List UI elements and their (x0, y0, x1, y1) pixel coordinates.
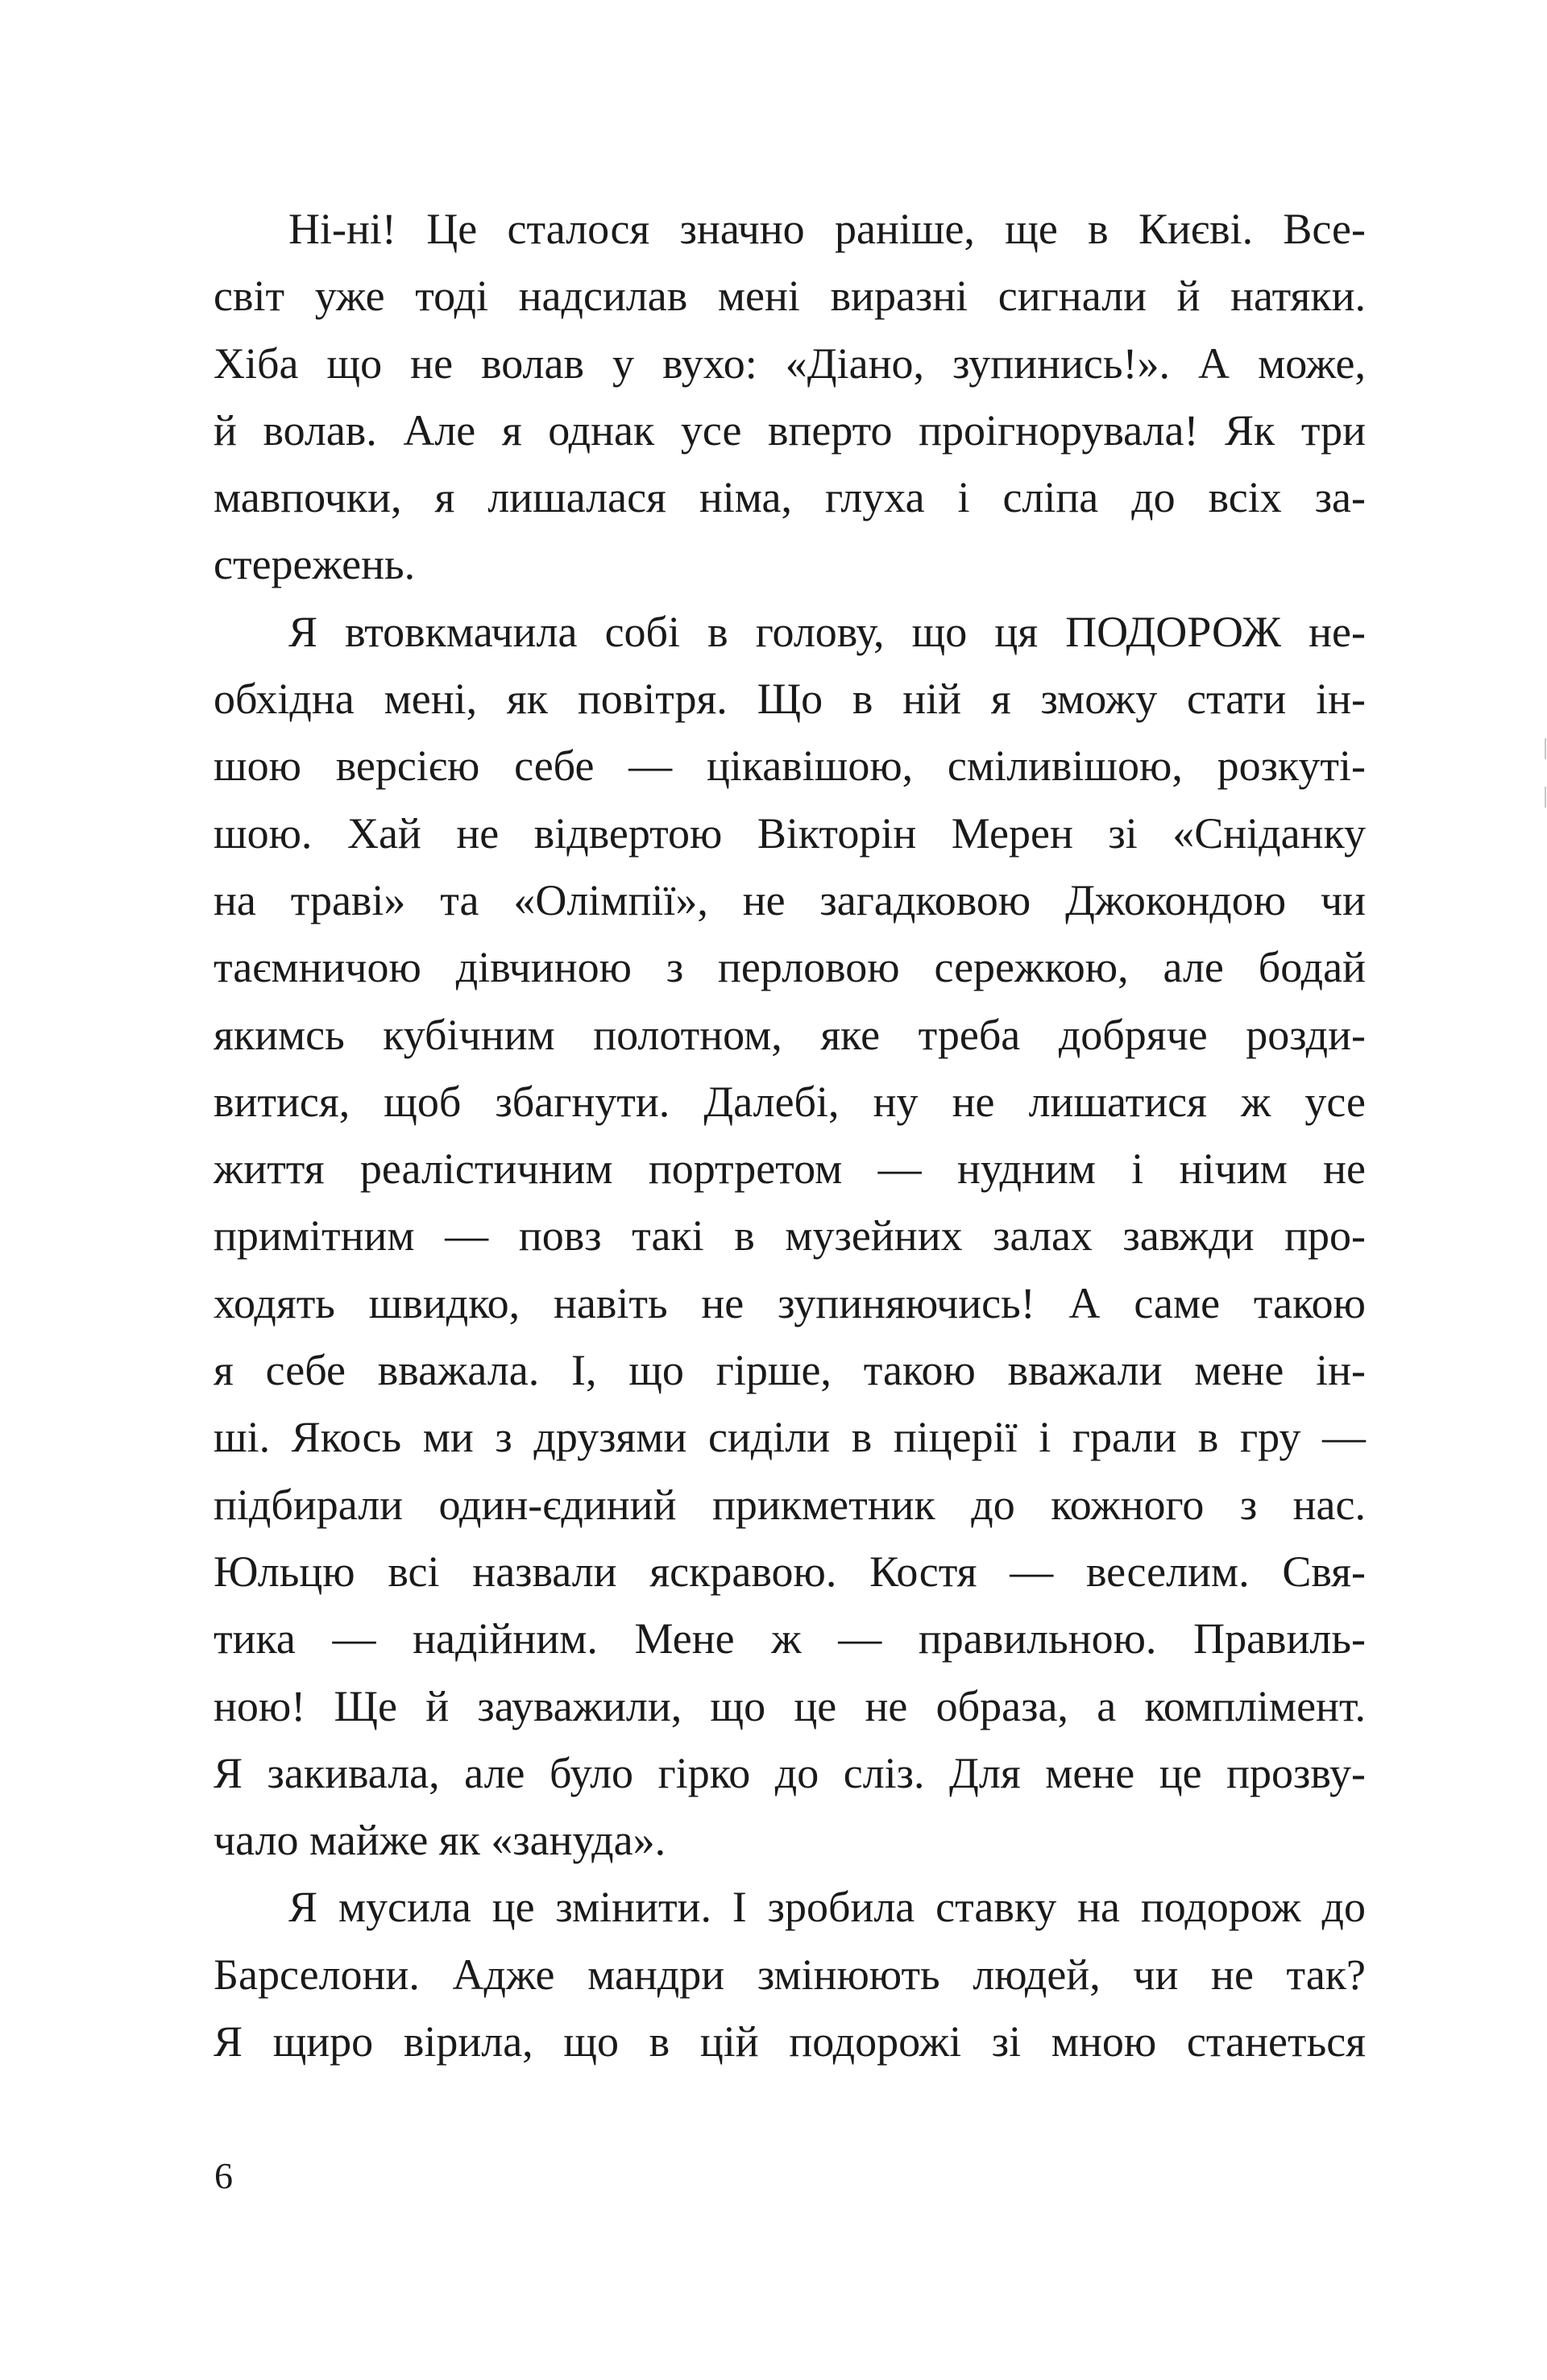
text-line: мавпочки, я лишалася німа, глуха і сліпа до всіх за- (214, 473, 1366, 522)
text-line: життя реалістичним портретом — нудним і нічим не (214, 1144, 1366, 1194)
text-line: чало майже як «зануда». (214, 1816, 666, 1865)
text-line: Я закивала, але було гірко до сліз. Для мене це прозву- (214, 1748, 1366, 1797)
paragraph-1 (214, 196, 1366, 599)
text-line: шою версією себе — цікавішою, сміливішою, розкуті- (214, 741, 1366, 791)
paragraph-3 (214, 1874, 1366, 2075)
text-line: стережень. (214, 540, 416, 589)
text-line: Юльцю всі назвали яскравою. Костя — веселим. Свя- (214, 1547, 1366, 1596)
text-line: я себе вважала. І, що гірше, такою вважали мене ін- (214, 1346, 1366, 1395)
body-text (214, 196, 1366, 2075)
page-number: 6 (214, 2155, 233, 2196)
text-line: на траві» та «Олімпії», не загадковою Джокондою чи (214, 875, 1366, 924)
text-line: Ні-ні! Це сталося значно раніше, ще в Києві. Все- (288, 205, 1366, 253)
text-line: ною! Ще й зауважили, що це не образа, а комплімент. (214, 1681, 1366, 1730)
text-line: примітним — повз такі в музейних залах завжди про- (214, 1211, 1366, 1261)
text-line: Я мусила це змінити. І зробила ставку на подорож до (288, 1883, 1366, 1932)
text-line: підбирали один-єдиний прикметник до кожного з нас. (214, 1480, 1366, 1529)
scan-artifact-mark (1545, 738, 1546, 759)
text-line: тика — надійним. Мене ж — правильною. Правиль- (214, 1614, 1366, 1664)
text-line: таємничою дівчиною з перловою сережкою, але бодай (214, 943, 1366, 992)
paragraph-2 (214, 599, 1366, 1875)
text-line: витися, щоб збагнути. Далебі, ну не лишатися ж усе (214, 1077, 1366, 1126)
text-line: світ уже тоді надсилав мені виразні сигнали й натяки. (214, 272, 1366, 321)
scan-artifact-mark (1545, 787, 1546, 808)
text-line: якимсь кубічним полотном, яке треба добряче розди- (214, 1010, 1366, 1059)
text-line: Я щиро вірила, що в цій подорожі зі мною станеться (214, 2017, 1366, 2066)
text-line: Барселони. Адже мандри змінюють людей, чи не так? (214, 1950, 1366, 1999)
text-line: шою. Хай не відвертою Вікторін Мерен зі «Сніданку (214, 808, 1366, 858)
text-line: обхідна мені, як повітря. Що в ній я зможу стати ін- (214, 675, 1366, 724)
text-line: Хіба що не волав у вухо: «Діано, зупинись!». А може, (214, 339, 1366, 388)
text-line: ходять швидко, навіть не зупиняючись! А саме такою (214, 1278, 1366, 1327)
text-line: ші. Якось ми з друзями сиділи в піцерії і грали в гру — (214, 1413, 1366, 1462)
text-line: Я втовкмачила собі в голову, що ця ПОДОРОЖ не- (288, 607, 1366, 656)
text-line: й волав. Але я однак усе вперто проігнорувала! Як три (214, 405, 1366, 455)
